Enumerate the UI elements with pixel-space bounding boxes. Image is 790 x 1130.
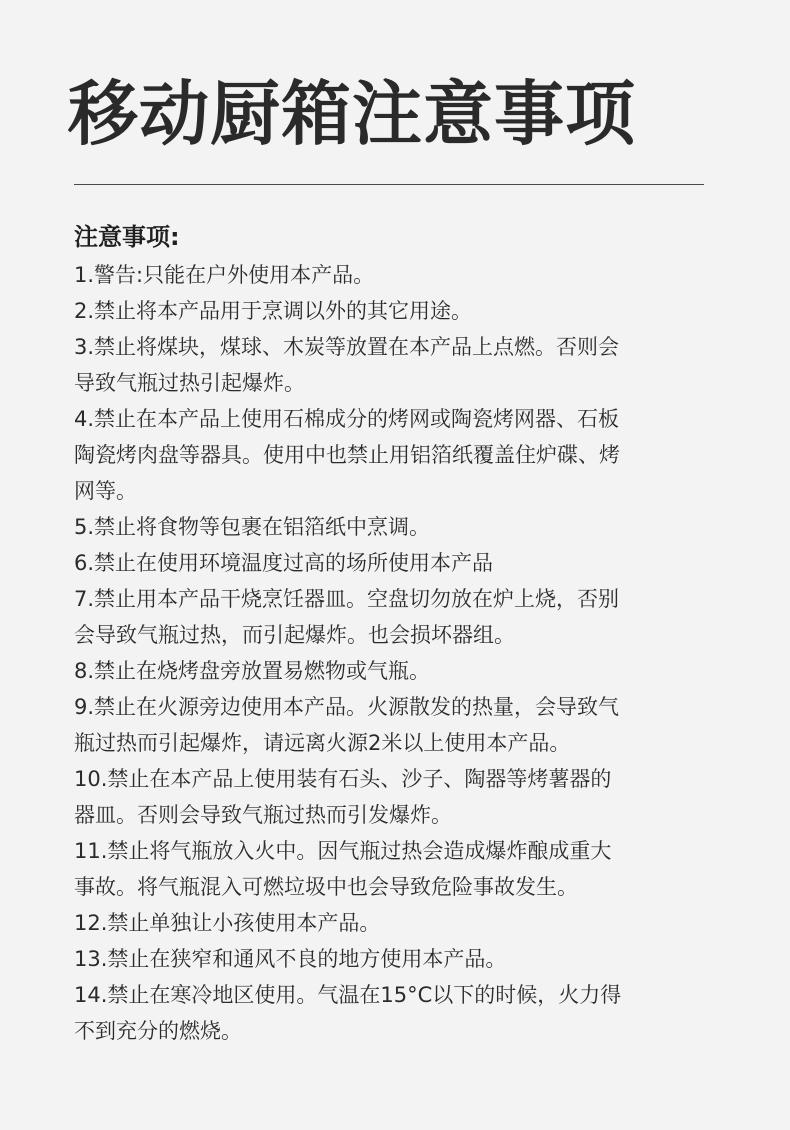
precaution-line: 陶瓷烤肉盘等器具。使用中也禁止用铝箔纸覆盖住炉碟、烤 (74, 443, 620, 467)
precaution-item (74, 329, 714, 401)
precaution-line: 7.禁止用本产品干烧烹饪器皿。空盘切勿放在炉上烧，否别 (74, 587, 620, 611)
precaution-item (74, 689, 714, 761)
precaution-item (74, 977, 714, 1049)
precaution-item (74, 761, 714, 833)
precaution-item (74, 545, 714, 581)
precaution-line: 器皿。否则会导致气瓶过热而引发爆炸。 (74, 803, 452, 827)
precaution-item (74, 293, 714, 329)
precaution-line: 4.禁止在本产品上使用石棉成分的烤网或陶瓷烤网器、石板 (74, 407, 620, 431)
precaution-line: 不到充分的燃烧。 (74, 1019, 242, 1043)
precaution-line: 10.禁止在本产品上使用装有石头、沙子、陶器等烤薯器的 (74, 767, 612, 791)
page-title: 移动厨箱注意事项 (68, 73, 636, 155)
precaution-item (74, 905, 714, 941)
precaution-item (74, 401, 714, 509)
precaution-line: 会导致气瓶过热，而引起爆炸。也会损坏器组。 (74, 623, 515, 647)
precaution-line: 导致气瓶过热引起爆炸。 (74, 371, 305, 395)
precaution-line: 6.禁止在使用环境温度过高的场所使用本产品 (74, 551, 494, 575)
precaution-line: 3.禁止将煤块，煤球、木炭等放置在本产品上点燃。否则会 (74, 335, 620, 359)
precaution-item (74, 581, 714, 653)
precaution-line: 1.警告:只能在户外使用本产品。 (74, 263, 375, 287)
precaution-line: 13.禁止在狭窄和通风不良的地方使用本产品。 (74, 947, 507, 971)
precaution-line: 事故。将气瓶混入可燃垃圾中也会导致危险事故发生。 (74, 875, 578, 899)
precautions-list (74, 257, 714, 1049)
precaution-item (74, 833, 714, 905)
precaution-item (74, 509, 714, 545)
precaution-line: 9.禁止在火源旁边使用本产品。火源散发的热量，会导致气 (74, 695, 620, 719)
precaution-line: 瓶过热而引起爆炸，请远离火源2米以上使用本产品。 (74, 731, 571, 755)
precaution-line: 14.禁止在寒冷地区使用。气温在15°C以下的时候，火力得 (74, 983, 622, 1007)
precaution-line: 5.禁止将食物等包裹在铝箔纸中烹调。 (74, 515, 431, 539)
precaution-line: 11.禁止将气瓶放入火中。因气瓶过热会造成爆炸酿成重大 (74, 839, 612, 863)
precaution-item (74, 257, 714, 293)
precaution-line: 2.禁止将本产品用于烹调以外的其它用途。 (74, 299, 473, 323)
precaution-line: 网等。 (74, 479, 137, 503)
precaution-item (74, 653, 714, 689)
precaution-item (74, 941, 714, 977)
precaution-line: 12.禁止单独让小孩使用本产品。 (74, 911, 381, 935)
section-heading: 注意事项: (74, 223, 180, 251)
precaution-line: 8.禁止在烧烤盘旁放置易燃物或气瓶。 (74, 659, 431, 683)
title-divider (74, 184, 704, 185)
